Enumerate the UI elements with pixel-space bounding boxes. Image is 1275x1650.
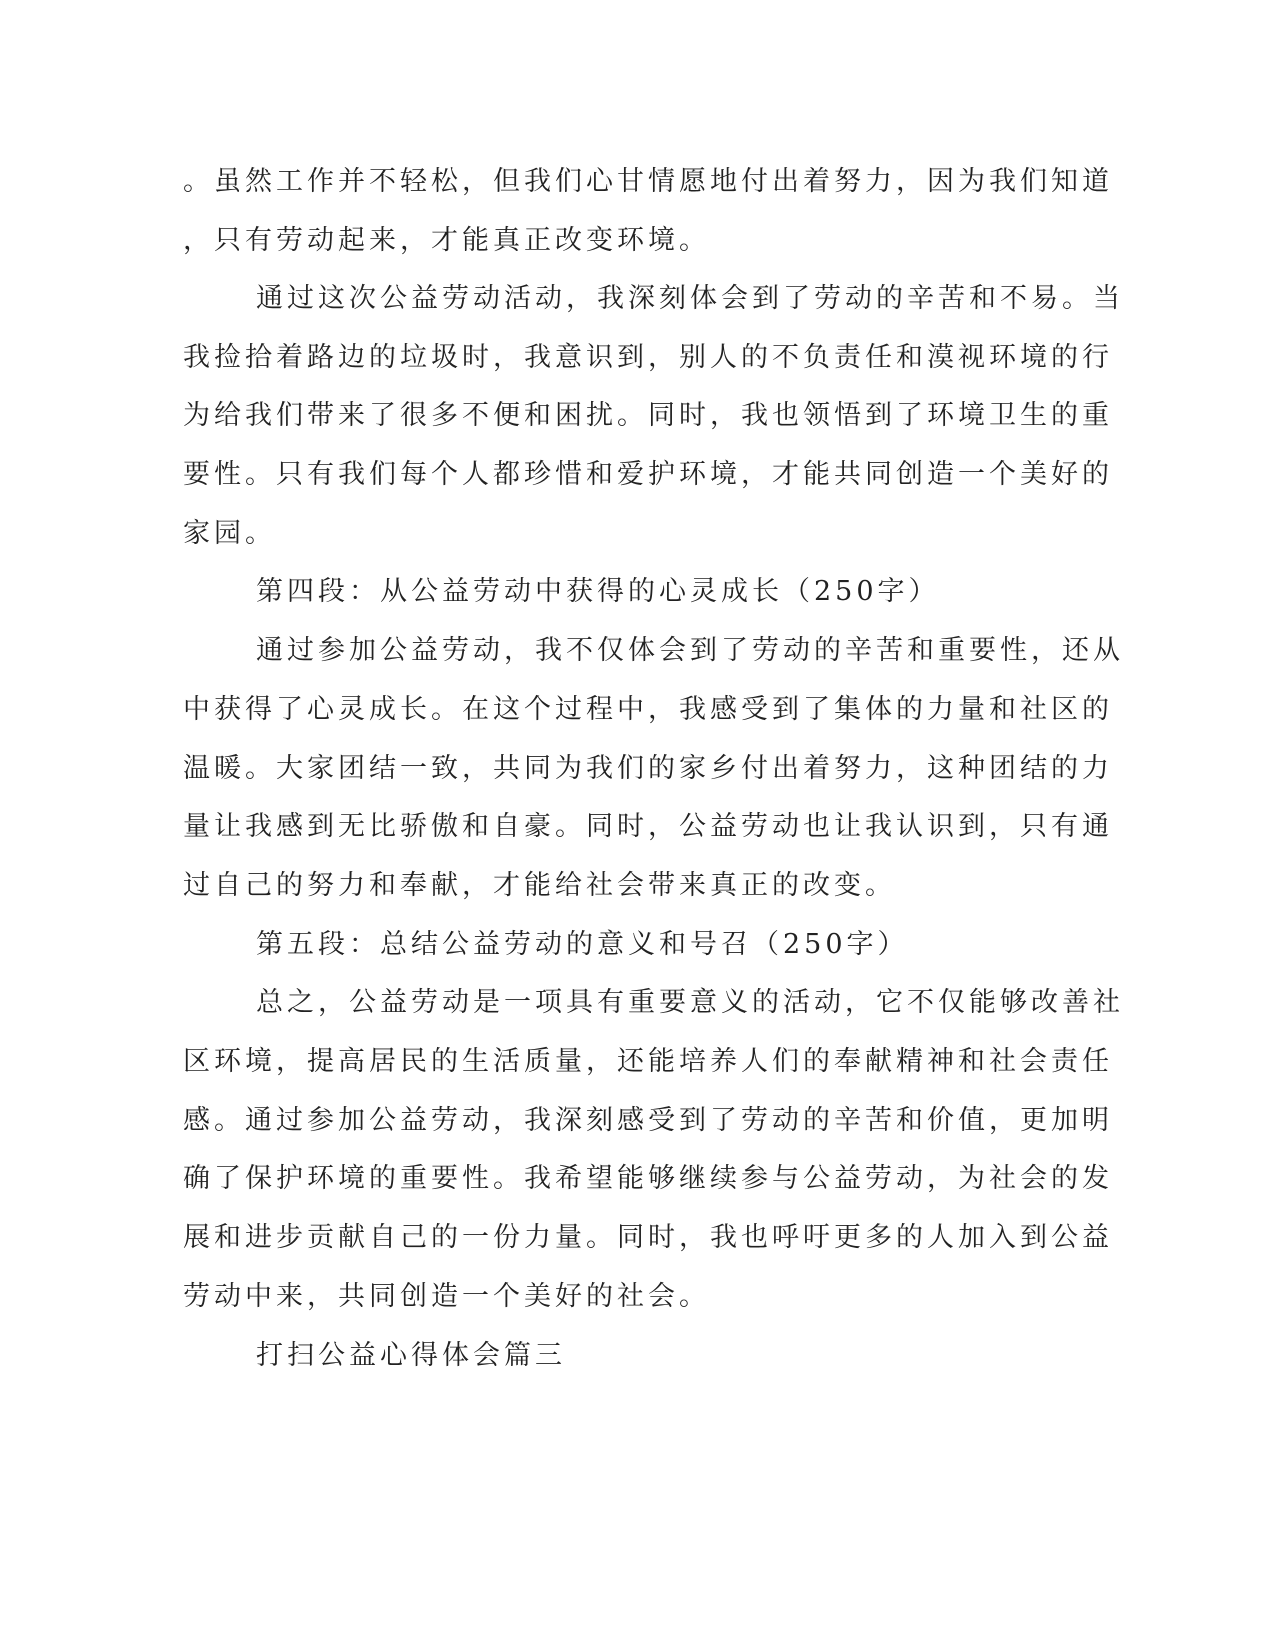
- text-line: 确了保护环境的重要性。我希望能够继续参与公益劳动，为社会的发: [183, 1163, 1113, 1194]
- text-line: 家园。: [183, 518, 276, 549]
- text-line: 我捡拾着路边的垃圾时，我意识到，别人的不负责任和漠视环境的行: [183, 342, 1113, 373]
- text-line: 量让我感到无比骄傲和自豪。同时，公益劳动也让我认识到，只有通: [183, 811, 1113, 842]
- text-line: ，只有劳动起来，才能真正改变环境。: [183, 225, 710, 256]
- text-line: 。虽然工作并不轻松，但我们心甘情愿地付出着努力，因为我们知道: [183, 166, 1113, 197]
- text-line: 区环境，提高居民的生活质量，还能培养人们的奉献精神和社会责任: [183, 1046, 1113, 1077]
- text-line: 要性。只有我们每个人都珍惜和爱护环境，才能共同创造一个美好的: [183, 459, 1113, 490]
- paragraph-first-line: 总之，公益劳动是一项具有重要意义的活动，它不仅能够改善社: [256, 987, 1124, 1018]
- text-line: 过自己的努力和奉献，才能给社会带来真正的改变。: [183, 870, 896, 901]
- text-line: 温暖。大家团结一致，共同为我们的家乡付出着努力，这种团结的力: [183, 753, 1113, 784]
- text-line: 展和进步贡献自己的一份力量。同时，我也呼吁更多的人加入到公益: [183, 1222, 1113, 1253]
- text-line: 中获得了心灵成长。在这个过程中，我感受到了集体的力量和社区的: [183, 694, 1113, 725]
- paragraph-first-line: 通过参加公益劳动，我不仅体会到了劳动的辛苦和重要性，还从: [256, 635, 1124, 666]
- section-heading-4: 第四段：从公益劳动中获得的心灵成长（250字）: [256, 576, 940, 607]
- article-title-part-3: 打扫公益心得体会篇三: [256, 1340, 566, 1371]
- section-heading-5: 第五段：总结公益劳动的意义和号召（250字）: [256, 929, 909, 960]
- text-line: 为给我们带来了很多不便和困扰。同时，我也领悟到了环境卫生的重: [183, 400, 1113, 431]
- text-line: 感。通过参加公益劳动，我深刻感受到了劳动的辛苦和价值，更加明: [183, 1105, 1113, 1136]
- text-line: 劳动中来，共同创造一个美好的社会。: [183, 1281, 710, 1312]
- paragraph-first-line: 通过这次公益劳动活动，我深刻体会到了劳动的辛苦和不易。当: [256, 283, 1124, 314]
